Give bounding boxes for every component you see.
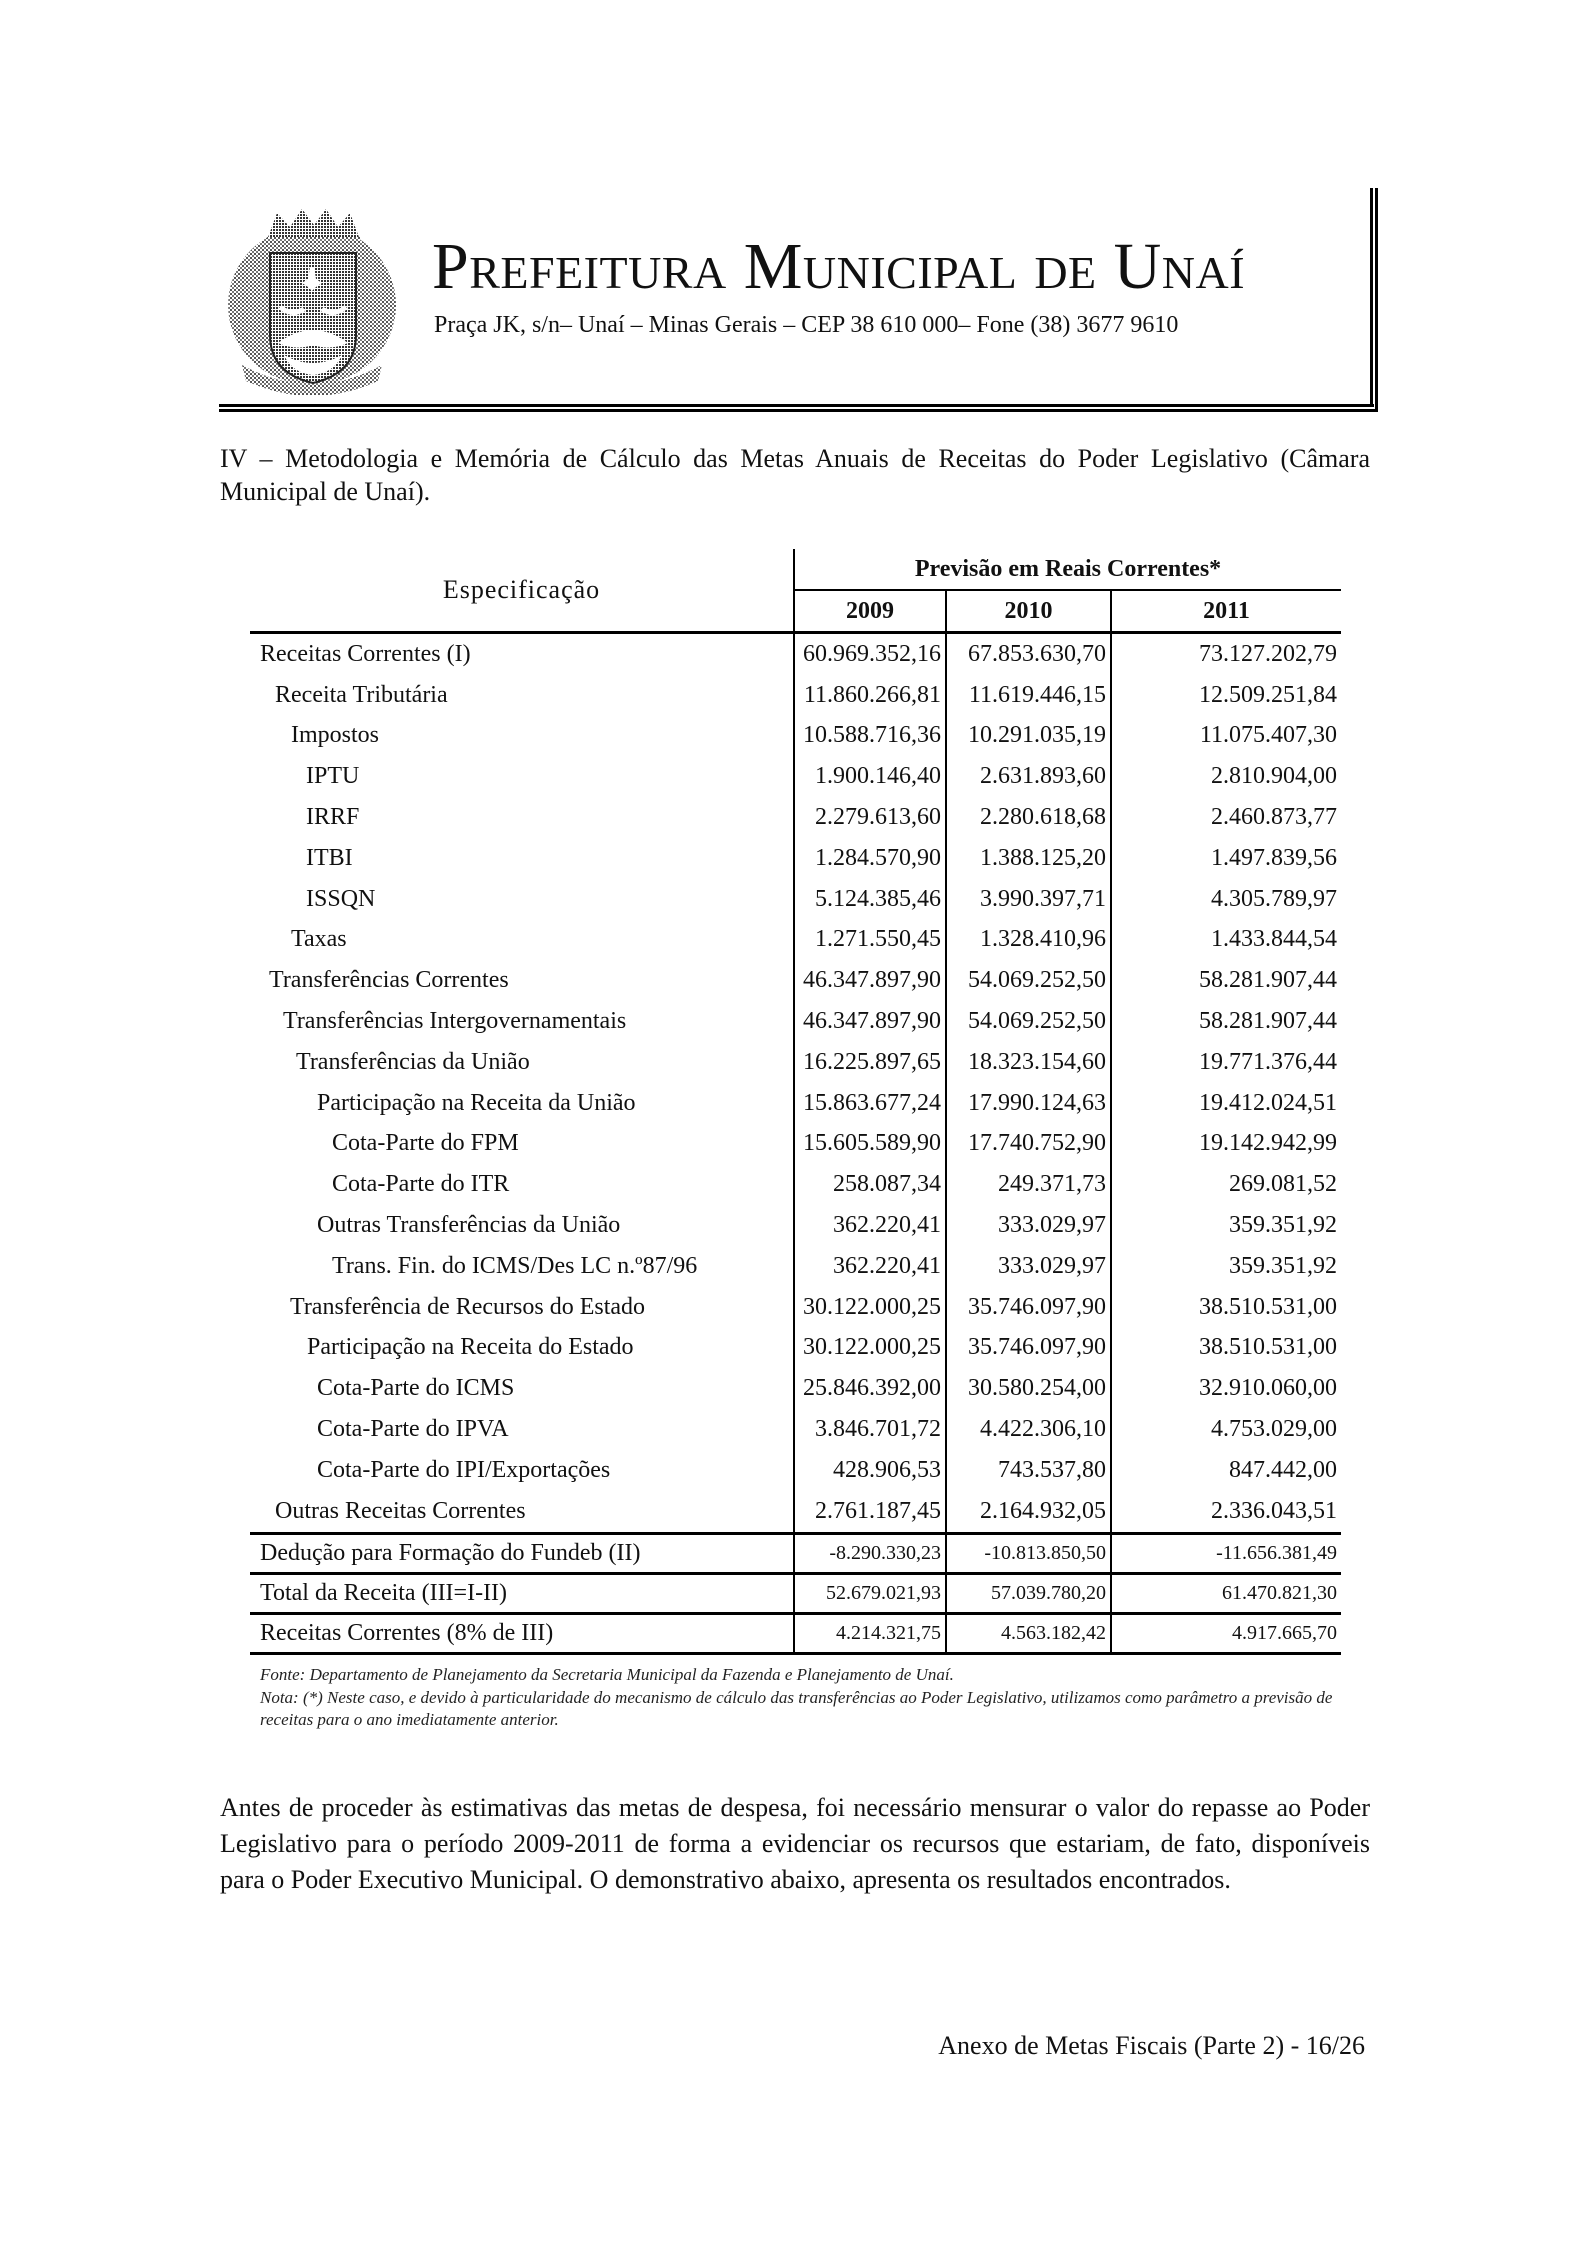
table-row (250, 1001, 1341, 1042)
row-value: 258.087,34 (794, 1164, 946, 1205)
row-label: Transferências Intergovernamentais (283, 1008, 627, 1035)
table-row (250, 633, 1341, 675)
row-value: 1.388.125,20 (946, 838, 1111, 879)
column-header-year: 2010 (946, 590, 1111, 633)
table-row (250, 1450, 1341, 1491)
row-value: 1.900.146,40 (794, 756, 946, 797)
row-value: 362.220,41 (794, 1205, 946, 1246)
table-row (250, 879, 1341, 920)
row-value: 4.753.029,00 (1111, 1409, 1341, 1450)
row-label: Cota-Parte do FPM (332, 1130, 519, 1157)
row-value: 46.347.897,90 (794, 960, 946, 1001)
row-value: 32.910.060,00 (1111, 1368, 1341, 1409)
footnote: Nota: (*) Neste caso, e devido à particularidade do mecanismo de cálculo das transferências ao Poder Legislativo, utilizamos como parâmetro a previsão de receitas para o ano imediatamente anterior. (260, 1688, 1333, 1729)
row-value: 58.281.907,44 (1111, 1001, 1341, 1042)
letterhead (0, 0, 1590, 420)
row-value: 2.631.893,60 (946, 756, 1111, 797)
row-value: 73.127.202,79 (1111, 633, 1341, 675)
row-value: 54.069.252,50 (946, 960, 1111, 1001)
row-label: Cota-Parte do ITR (332, 1171, 510, 1198)
header-side-rule (1370, 188, 1373, 407)
row-value: 19.771.376,44 (1111, 1042, 1341, 1083)
table-row (250, 797, 1341, 838)
row-value: 17.990.124,63 (946, 1083, 1111, 1124)
row-value: 743.537,80 (946, 1450, 1111, 1491)
row-label: Participação na Receita do Estado (307, 1334, 634, 1361)
row-value: 10.291.035,19 (946, 716, 1111, 757)
row-value: 19.412.024,51 (1111, 1083, 1341, 1124)
table-row (250, 1287, 1341, 1328)
row-value: 12.509.251,84 (1111, 675, 1341, 716)
row-value: 2.336.043,51 (1111, 1491, 1341, 1533)
header-rule (219, 404, 1374, 407)
row-value: 359.351,92 (1111, 1205, 1341, 1246)
row-value: 269.081,52 (1111, 1164, 1341, 1205)
table-row (250, 716, 1341, 757)
row-value: 249.371,73 (946, 1164, 1111, 1205)
row-value: 60.969.352,16 (794, 633, 946, 675)
total-value: 52.679.021,93 (794, 1573, 946, 1613)
row-value: 15.605.589,90 (794, 1124, 946, 1165)
total-label: Receitas Correntes (8% de III) (250, 1613, 794, 1653)
column-header-spec: Especificação (250, 549, 794, 633)
total-value: 4.917.665,70 (1111, 1613, 1341, 1653)
table-row (250, 1246, 1341, 1287)
row-value: 19.142.942,99 (1111, 1124, 1341, 1165)
row-value: 35.746.097,90 (946, 1328, 1111, 1369)
row-label: Impostos (291, 722, 380, 749)
header-side-rule (1375, 188, 1378, 412)
row-value: 333.029,97 (946, 1205, 1111, 1246)
coat-of-arms-icon (222, 205, 402, 395)
row-label: ITBI (306, 844, 353, 871)
row-value: 58.281.907,44 (1111, 960, 1341, 1001)
total-value: -11.656.381,49 (1111, 1533, 1341, 1573)
row-label: Cota-Parte do IPVA (317, 1416, 509, 1443)
row-value: 30.580.254,00 (946, 1368, 1111, 1409)
row-value: 67.853.630,70 (946, 633, 1111, 675)
section-title: IV – Metodologia e Memória de Cálculo das Metas Anuais de Receitas do Poder Legislativo (Câmara Municipal de Unaí). (220, 444, 1370, 506)
total-value: -8.290.330,23 (794, 1533, 946, 1573)
row-value: 2.460.873,77 (1111, 797, 1341, 838)
row-value: 362.220,41 (794, 1246, 946, 1287)
row-label: IRRF (306, 804, 360, 831)
organization-title: Prefeitura Municipal de Unaí (432, 230, 1246, 303)
row-label: Outras Transferências da União (317, 1212, 621, 1239)
total-label: Total da Receita (III=I-II) (250, 1573, 794, 1613)
row-value: 11.075.407,30 (1111, 716, 1341, 757)
table-row (250, 1164, 1341, 1205)
row-value: 1.284.570,90 (794, 838, 946, 879)
row-label: Outras Receitas Correntes (275, 1497, 526, 1524)
row-value: 38.510.531,00 (1111, 1287, 1341, 1328)
column-header-year: 2009 (794, 590, 946, 633)
source-note: Fonte: Departamento de Planejamento da Secretaria Municipal da Fazenda e Planejamento de Unaí. (260, 1665, 954, 1684)
total-row (250, 1613, 1341, 1653)
row-value: 1.497.839,56 (1111, 838, 1341, 879)
header-rule (219, 409, 1377, 412)
row-value: 2.279.613,60 (794, 797, 946, 838)
row-value: 16.225.897,65 (794, 1042, 946, 1083)
table-row (250, 1124, 1341, 1165)
row-value: 5.124.385,46 (794, 879, 946, 920)
row-value: 428.906,53 (794, 1450, 946, 1491)
total-label: Dedução para Formação do Fundeb (II) (250, 1533, 794, 1573)
row-value: 25.846.392,00 (794, 1368, 946, 1409)
organization-address: Praça JK, s/n– Unaí – Minas Gerais – CEP 38 610 000– Fone (38) 3677 9610 (434, 312, 1179, 338)
table-row (250, 838, 1341, 879)
total-row (250, 1573, 1341, 1613)
row-value: 11.860.266,81 (794, 675, 946, 716)
total-row (250, 1533, 1341, 1573)
table-body (250, 633, 1341, 1654)
row-value: 3.846.701,72 (794, 1409, 946, 1450)
row-label: Cota-Parte do ICMS (317, 1375, 515, 1402)
table-row (250, 1409, 1341, 1450)
row-value: 15.863.677,24 (794, 1083, 946, 1124)
body-paragraph: Antes de proceder às estimativas das metas de despesa, foi necessário mensurar o valor do repasse ao Poder Legislativo para o período 2009-2011 de forma a evidenciar os recursos que estariam, de fato, disponíveis para o Poder Executivo Municipal. O demonstrativo abaixo, apresenta os resultados encontrados. (220, 1793, 1370, 1894)
row-label: ISSQN (306, 885, 376, 912)
row-value: 17.740.752,90 (946, 1124, 1111, 1165)
table-row (250, 1491, 1341, 1533)
row-value: 38.510.531,00 (1111, 1328, 1341, 1369)
row-label: IPTU (306, 763, 360, 790)
table-row (250, 920, 1341, 961)
total-value: 57.039.780,20 (946, 1573, 1111, 1613)
total-value: 61.470.821,30 (1111, 1573, 1341, 1613)
row-value: 2.280.618,68 (946, 797, 1111, 838)
row-value: 2.810.904,00 (1111, 756, 1341, 797)
row-value: 11.619.446,15 (946, 675, 1111, 716)
row-label: Transferências da União (296, 1048, 530, 1075)
row-label: Transferência de Recursos do Estado (290, 1293, 646, 1320)
row-value: 30.122.000,25 (794, 1287, 946, 1328)
total-value: -10.813.850,50 (946, 1533, 1111, 1573)
row-value: 4.422.306,10 (946, 1409, 1111, 1450)
row-value: 333.029,97 (946, 1246, 1111, 1287)
row-value: 4.305.789,97 (1111, 879, 1341, 920)
page-footer: Anexo de Metas Fiscais (Parte 2) - 16/26 (938, 2031, 1365, 2060)
row-label: Taxas (291, 926, 347, 953)
table-row (250, 1205, 1341, 1246)
row-value: 1.433.844,54 (1111, 920, 1341, 961)
row-value: 1.271.550,45 (794, 920, 946, 961)
table-row (250, 675, 1341, 716)
column-group-header: Previsão em Reais Correntes* (794, 549, 1341, 590)
row-value: 2.164.932,05 (946, 1491, 1111, 1533)
row-value: 54.069.252,50 (946, 1001, 1111, 1042)
table-row (250, 756, 1341, 797)
row-label: Receita Tributária (275, 681, 448, 708)
row-value: 30.122.000,25 (794, 1328, 946, 1369)
row-value: 1.328.410,96 (946, 920, 1111, 961)
row-value: 847.442,00 (1111, 1450, 1341, 1491)
table-row (250, 1368, 1341, 1409)
row-label: Trans. Fin. do ICMS/Des LC n.º87/96 (332, 1252, 698, 1279)
row-value: 3.990.397,71 (946, 879, 1111, 920)
row-value: 2.761.187,45 (794, 1491, 946, 1533)
column-header-year: 2011 (1111, 590, 1341, 633)
row-label: Participação na Receita da União (317, 1089, 636, 1116)
table-row (250, 1083, 1341, 1124)
revenue-table (250, 549, 1341, 1655)
row-value: 18.323.154,60 (946, 1042, 1111, 1083)
row-value: 359.351,92 (1111, 1246, 1341, 1287)
table-row (250, 1042, 1341, 1083)
row-value: 10.588.716,36 (794, 716, 946, 757)
table-row (250, 1328, 1341, 1369)
row-value: 46.347.897,90 (794, 1001, 946, 1042)
row-label: Receitas Correntes (I) (260, 640, 471, 667)
total-value: 4.563.182,42 (946, 1613, 1111, 1653)
table-row (250, 960, 1341, 1001)
row-label: Cota-Parte do IPI/Exportações (317, 1456, 611, 1483)
total-value: 4.214.321,75 (794, 1613, 946, 1653)
row-value: 35.746.097,90 (946, 1287, 1111, 1328)
row-label: Transferências Correntes (269, 967, 509, 994)
